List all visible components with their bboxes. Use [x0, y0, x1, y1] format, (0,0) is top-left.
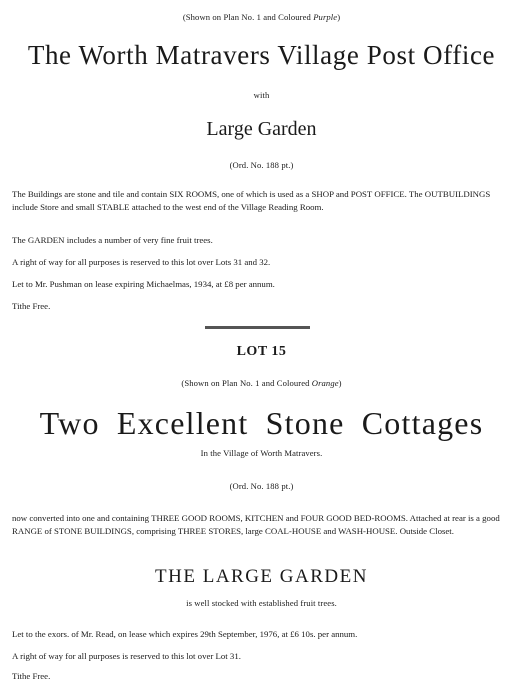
lot14-description-4	[12, 278, 511, 291]
ord-number-lot14: (Ord. No. 188 pt.)	[229, 160, 294, 170]
lot-15-heading: LOT 15	[236, 344, 287, 359]
lot14-description-3	[12, 256, 511, 269]
large-garden-subtitle: Large Garden	[206, 118, 317, 140]
plan-note-close: )	[337, 12, 341, 22]
plan-note-close: )	[338, 378, 342, 388]
lot14-paragraph: A right of way for all purposes is reserved to this lot over Lots 31 and 32.	[12, 257, 271, 267]
cottages-title: Two Excellent Stone Cottages	[39, 405, 484, 441]
ord-number-lot15: (Ord. No. 188 pt.)	[229, 481, 294, 491]
lot15-paragraph-1	[12, 628, 511, 641]
lot14-paragraph: The GARDEN includes a number of very fine fruit trees.	[12, 235, 213, 245]
lot15-paragraph: A right of way for all purposes is reserved to this lot over Lot 31.	[12, 651, 241, 661]
lot15-paragraph-3	[12, 670, 511, 683]
lot14-paragraph: Let to Mr. Pushman on lease expiring Michaelmas, 1934, at £8 per annum.	[12, 279, 275, 289]
lot15-description-text: now converted into one and containing THREE GOOD ROOMS, KITCHEN and FOUR GOOD BED-ROOMS. Attached at rear is a good RANGE of STONE BUILDINGS, comprising THREE STORES, large COAL-HOUSE and WASH-HOUSE. Outside Closet.	[12, 513, 500, 536]
plan-note-text: (Shown on Plan No. 1 and Coloured	[181, 378, 312, 388]
lot15-paragraph-2	[12, 650, 511, 663]
lot15-description	[12, 512, 511, 537]
section-divider	[205, 326, 310, 329]
garden-note: is well stocked with established fruit trees.	[186, 598, 337, 608]
plan-colour: Orange	[311, 378, 339, 388]
plan-note-text: (Shown on Plan No. 1 and Coloured	[182, 12, 314, 22]
plan-colour: Purple	[313, 12, 338, 22]
lot14-description-2	[12, 234, 511, 247]
lot15-paragraph: Tithe Free.	[12, 671, 51, 681]
large-garden-heading: THE LARGE GARDEN	[155, 566, 368, 587]
cottages-location: In the Village of Worth Matravers.	[200, 448, 323, 458]
with-text: with	[253, 90, 270, 100]
lot14-description-1	[12, 188, 511, 213]
lot15-paragraph: Let to the exors. of Mr. Read, on lease which expires 29th September, 1976, at £6 10s. per annum.	[12, 629, 358, 639]
post-office-title: The Worth Matravers Village Post Office	[27, 40, 496, 70]
lot14-description-5	[12, 300, 511, 313]
plan-note-lot15	[0, 378, 523, 388]
lot14-paragraph: The Buildings are stone and tile and contain SIX ROOMS, one of which is used as a SHOP and POST OFFICE. The OUTBUILDINGS include Store and small STABLE attached to the west end of the Village Reading Room.	[12, 189, 491, 212]
plan-note-lot14	[0, 12, 523, 22]
lot14-paragraph: Tithe Free.	[12, 301, 51, 311]
